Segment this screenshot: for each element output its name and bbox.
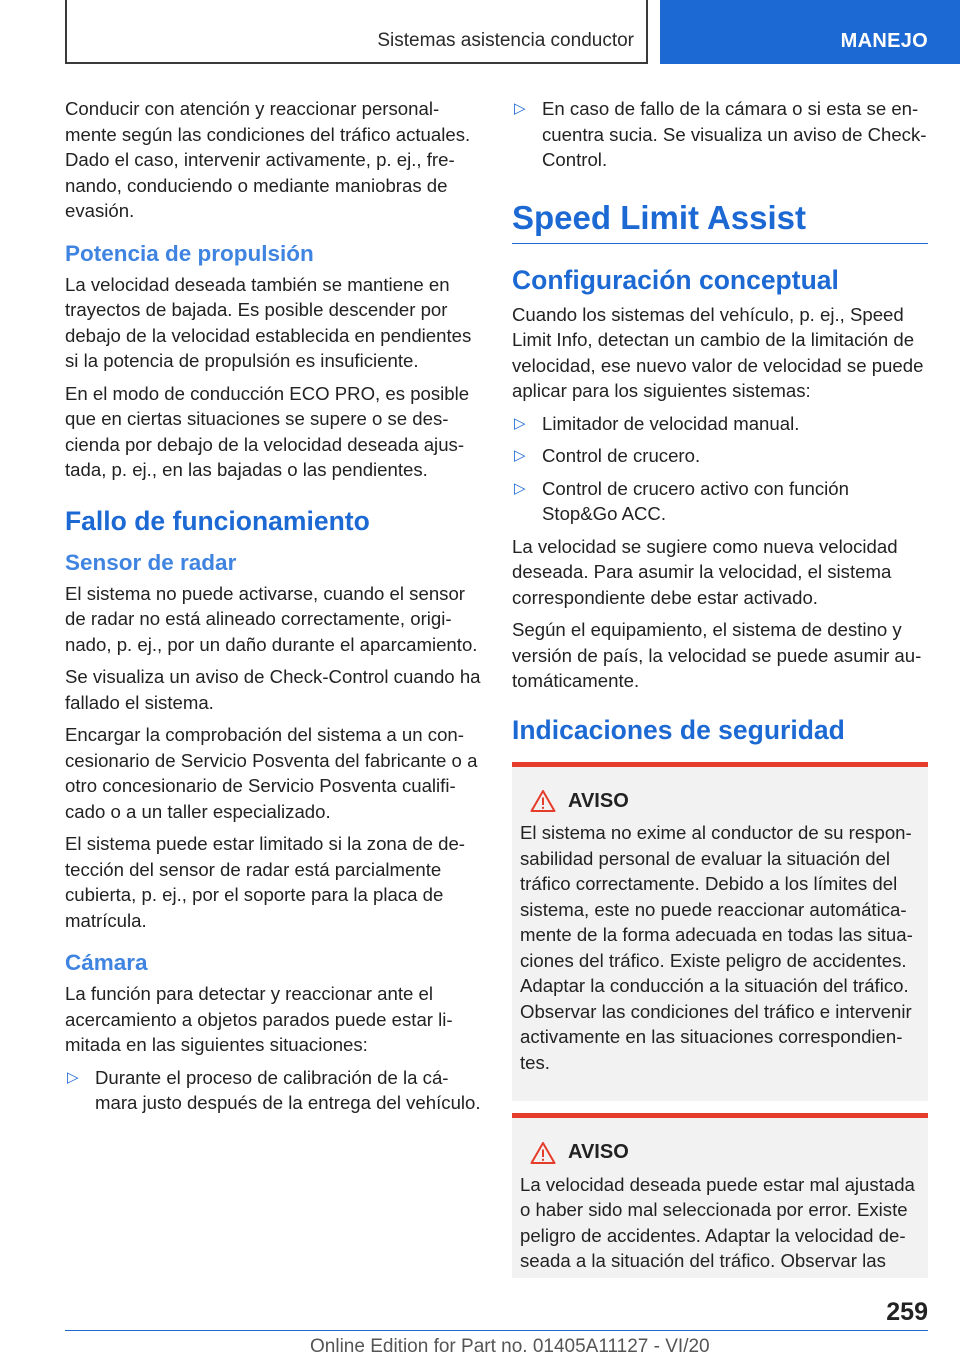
warning-triangle-icon bbox=[530, 1141, 556, 1165]
paragraph: Cuando los sistemas del vehículo, p. ej., Speed Limit Info, detectan un cambio de la limitación de velocidad, ese nuevo valor de velocidad se puede aplicar para los siguientes sistemas: bbox=[512, 303, 924, 401]
warning-triangle-icon bbox=[530, 789, 556, 813]
paragraph: La velocidad deseada también se mantiene en trayectos de bajada. Es posible descender por debajo de la velocidad establecida en pendientes si la potencia de propulsión es insuficiente. bbox=[65, 273, 472, 371]
left-column bbox=[65, 96, 481, 1123]
header-chapter-label: MANEJO bbox=[840, 30, 928, 52]
warning-text: La velocidad deseada puede estar mal ajustada o haber sido mal seleccionada por error. Existe peligro de accidentes. Adaptar la velocidad deseada a la situación del tráfico. Observar las bbox=[520, 1173, 915, 1271]
list-item-text: Limitador de velocidad manual. bbox=[542, 412, 800, 434]
header-section-box bbox=[65, 0, 648, 64]
list-item bbox=[512, 96, 928, 173]
paragraph: La velocidad se sugiere como nueva velocidad deseada. Para asumir la velocidad, el sistema correspondiente debe estar activado. bbox=[512, 535, 898, 608]
warning-box bbox=[512, 1113, 928, 1278]
list-item-text: Control de crucero. bbox=[542, 445, 701, 466]
list-item bbox=[65, 1065, 481, 1116]
triangle-right-icon: ▷ bbox=[514, 447, 526, 464]
heading-radar: Sensor de radar bbox=[65, 549, 237, 575]
footer-edition: Online Edition for Part no. 01405A11127 - VI/20 bbox=[310, 1336, 710, 1357]
triangle-right-icon: ▷ bbox=[67, 1068, 79, 1086]
list-item-text: Control de crucero activo con función Stop&Go ACC. bbox=[542, 477, 849, 524]
list-item bbox=[512, 443, 928, 469]
warning-box bbox=[512, 762, 928, 1102]
warning-header bbox=[520, 1140, 920, 1166]
heading-fallo: Fallo de funcionamiento bbox=[65, 505, 370, 536]
paragraph: En el modo de conducción ECO PRO, es posible que en ciertas situaciones se supere o se descienda por debajo de la velocidad deseada ajustada, p. ej., en las bajadas o las pendientes. bbox=[65, 382, 470, 480]
list-item-text: Durante el proceso de calibración de la cámara justo después de la entrega del vehículo. bbox=[95, 1066, 481, 1113]
warning-title: AVISO bbox=[568, 789, 629, 812]
bullet-list bbox=[512, 411, 928, 527]
heading-speed-limit-assist: Speed Limit Assist bbox=[512, 199, 928, 244]
triangle-right-icon: ▷ bbox=[514, 479, 526, 497]
warning-title: AVISO bbox=[568, 1141, 629, 1163]
heading-seguridad: Indicaciones de seguridad bbox=[512, 714, 845, 745]
warning-text: El sistema no exime al conductor de su responsabilidad personal de evaluar la situación del tráfico correctamente. Debido a los límites del sistema, este no puede reaccionar automáticamente de la forma adecuada en todas las situaciones del tráfico. Existe peligro de accidentes. Adaptar la conducción a la situación del tráfico. Observar las condiciones del tráfico e intervenir activamente en las situaciones correspondientes. bbox=[520, 822, 913, 1073]
warning-header bbox=[520, 789, 920, 815]
triangle-right-icon: ▷ bbox=[514, 414, 526, 432]
heading-potencia: Potencia de propulsión bbox=[65, 240, 314, 266]
paragraph: Según el equipamiento, el sistema de destino y versión de país, la velocidad se puede asumir automáticamente. bbox=[512, 619, 922, 691]
paragraph: El sistema puede estar limitado si la zona de detección del sensor de radar está parcialmente cubierta, p. ej., por el soporte para la placa de matrícula. bbox=[65, 833, 465, 931]
list-item bbox=[512, 476, 928, 527]
header-chapter-tab[interactable] bbox=[660, 0, 960, 64]
right-column bbox=[512, 96, 928, 1290]
header-section-title: Sistemas asistencia conductor bbox=[377, 30, 634, 51]
bullet-list bbox=[512, 96, 928, 173]
page-number: 259 bbox=[886, 1298, 928, 1326]
list-item bbox=[512, 411, 928, 437]
paragraph: El sistema no puede activarse, cuando el sensor de radar no está alineado correctamente, originado, p. ej., por un daño durante el aparcamiento. bbox=[65, 582, 478, 655]
paragraph: Conducir con atención y reaccionar personalmente según las condiciones del tráfico actuales. Dado el caso, intervenir activamente, p. ej., frenando, conduciendo o mediante maniobras de evasión. bbox=[65, 98, 471, 221]
paragraph: Se visualiza un aviso de Check-Control cuando ha fallado el sistema. bbox=[65, 666, 481, 713]
triangle-right-icon: ▷ bbox=[514, 100, 526, 117]
list-item-text: En caso de fallo de la cámara o si esta se encuentra sucia. Se visualiza un aviso de Check-Control. bbox=[542, 98, 927, 170]
footer-divider bbox=[65, 1330, 928, 1331]
heading-configuracion: Configuración conceptual bbox=[512, 264, 839, 295]
heading-camara: Cámara bbox=[65, 950, 148, 975]
bullet-list bbox=[65, 1065, 481, 1116]
paragraph: Encargar la comprobación del sistema a un concesionario de Servicio Posventa del fabricante o a otro concesionario de Servicio Posventa cualificado o a un taller especializado. bbox=[65, 724, 478, 822]
paragraph: La función para detectar y reaccionar ante el acercamiento a objetos parados puede estar limitada en las siguientes situaciones: bbox=[65, 983, 453, 1055]
